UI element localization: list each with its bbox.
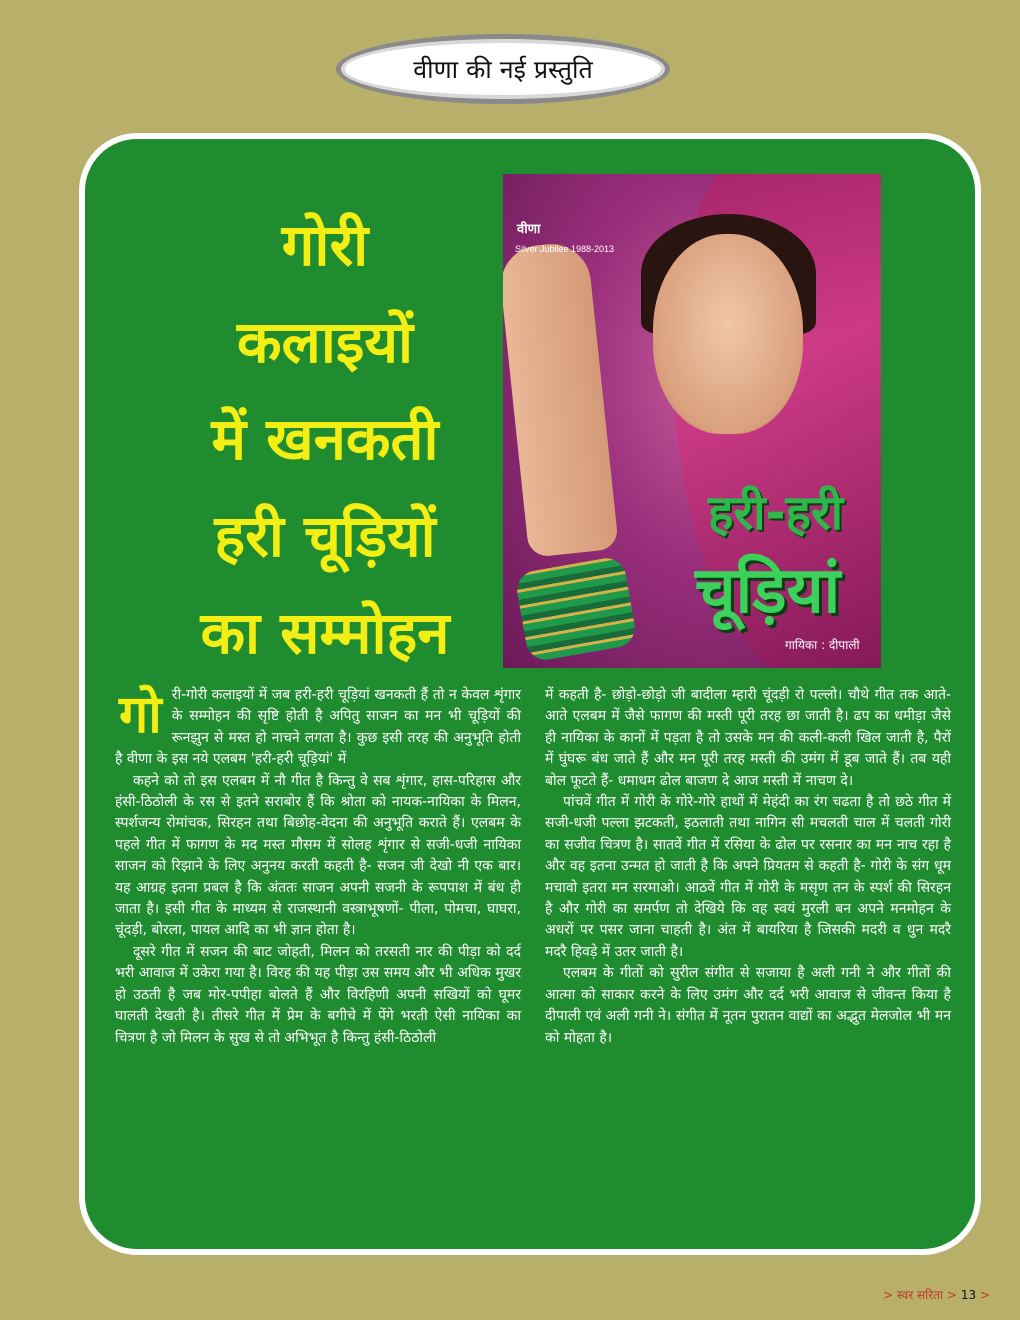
magazine-name: > स्वर सरिता > bbox=[883, 1288, 957, 1302]
footer-arrow: > bbox=[979, 1288, 990, 1302]
paragraph: कहने को तो इस एलबम में नौ गीत है किन्तु वे सब शृंगार, हास-परिहास और हंसी-ठिठोली के रस से इतने सराबोर हैं कि श्रोता को नायक-नायिका के मिलन, स्पर्शजन्य रोमांचक, सिरहन तथा बिछोह-वेदना की अनुभूति कराते हैं। एलबम के पहले गीत में फागण के मद मस्त मौसम में सोलह शृंगार से सजी-धजी नायिका साजन को रिझाने के लिए अनुनय करती कहती है- सजन जी देखो नी एक बार। यह आग्रह इतना प्रबल है कि अंततः साजन अपनी सजनी के रूपपाश में बंध ही जाता है। इसी गीत के माध्यम से राजस्थानी वस्त्राभूषणों- पीला, पोमचा, घाघरा, चूंदड़ी, बोरला, पायल आदि का भी ज्ञान होता है। bbox=[115, 772, 521, 939]
paragraph: री-गोरी कलाइयों में जब हरी-हरी चूड़ियां खनकती हैं तो न केवल शृंगार के सम्मोहन की सृष्टि होती है अपितु साजन का मन भी चूड़ियों की रूनझुन से मस्त हो नाचने लगता है। कुछ इसी तरह की अनुभूति होती है वीणा के इस नये एलबम 'हरी-हरी चूड़ियां' में bbox=[115, 687, 521, 768]
article-headline bbox=[125, 197, 525, 682]
album-title-line2: चूड़ियां bbox=[695, 554, 841, 628]
article-panel bbox=[79, 133, 981, 1255]
album-cover-image bbox=[503, 174, 881, 668]
paragraph: में कहती है- छोड़ो-छोड़ो जी बादीला म्हारी चूंदड़ी रो पल्लो। चौथे गीत तक आते-आते एलबम में जैसे फागण की मस्ती पूरी तरह छा जाती है। ढप का धमीड़ा जैसे ही नायिका के कानों में पड़ता है तो उसके मन की कली-कली खिल जाती है, पैरों में घुंघरू बंध जाते हैं और मन पूरी तरह मस्ती की उमंग में डूब जाते हैं। तब यही बोल फूटते हैं- धमाधम ढोल बाजण दे आज मस्ती में नाचण दे। bbox=[545, 687, 951, 789]
bangles-shape bbox=[514, 555, 638, 663]
hand-shape bbox=[503, 240, 619, 558]
jubilee-text: Silver Jubilee 1988-2013 bbox=[515, 244, 615, 254]
headline-line: हरी चूड़ियों bbox=[214, 502, 436, 570]
face-shape bbox=[653, 234, 803, 434]
section-label: वीणा की नई प्रस्तुति bbox=[413, 55, 593, 84]
article-column-left bbox=[115, 685, 521, 1049]
headline-line: का सम्मोहन bbox=[200, 599, 450, 667]
album-title-line1: हरी-हरी bbox=[708, 485, 844, 541]
headline-line: गोरी bbox=[281, 211, 369, 279]
paragraph: दूसरे गीत में सजन की बाट जोहती, मिलन को तरसती नार की पीड़ा को दर्द भरी आवाज में उकेरा गया है। विरह की यह पीड़ा उस समय और भी अधिक मुखर हो उठती है जब मोर-पपीहा बोलते हैं और विरहिणी अपनी सखियों को घूमर घालती देखती है। तीसरे गीत में प्रेम के बगीचे में पेंगे भरती ऐसी नायिका का चित्रण है जो मिलन के सुख से तो अभिभूत है किन्तु हंसी-ठिठोली bbox=[115, 943, 521, 1046]
headline-line: कलाइयों bbox=[236, 308, 414, 376]
headline-line: में खनकती bbox=[211, 405, 439, 473]
article-column-right bbox=[545, 685, 951, 1049]
drop-cap: गो bbox=[119, 685, 162, 745]
album-singer: गायिका : दीपाली bbox=[785, 638, 860, 652]
label-logo: वीणा bbox=[517, 222, 541, 237]
section-label-pill bbox=[336, 34, 670, 104]
paragraph: पांचवें गीत में गोरी के गोरे-गोरे हाथों में मेहंदी का रंग चढता है तो छठे गीत में सजी-धजी पल्ला झटकती, इठलाती तथा नागिन सी मचलती चाल में चलती गोरी का सजीव चित्रण है। सातवें गीत में रसिया के ढोल पर रसनार का मन नाच रहा है और वह इतना उन्मत हो जाती है कि अपने प्रियतम से कहती है- गोरी के संग धूम मचावो इतरा मन सरमाओ। आठवें गीत में गोरी के मसृण तन के स्पर्श की सिरहन है और गोरी का समर्पण तो देखिये कि वह स्वयं मुरली बन अपने मनमोहन के अधरों पर पसर जाना चाहती है। अंत में बायरिया है जिसकी मदरी व धुन मदरै मदरै हिवड़े में उतर जाती है। bbox=[545, 794, 951, 960]
page-footer bbox=[883, 1286, 990, 1303]
paragraph: एलबम के गीतों को सुरील संगीत से सजाया है अली गनी ने और गीतों की आत्मा को साकार करने के लिए उमंग और दर्द भरी आवाज से जीवन्त किया है दीपाली एवं अली गनी ने। संगीत में नूतन पुरातन वाद्यों का अद्भुत मेलजोल भी मन को मोहता है। bbox=[545, 965, 951, 1046]
page-number: 13 bbox=[960, 1288, 977, 1302]
